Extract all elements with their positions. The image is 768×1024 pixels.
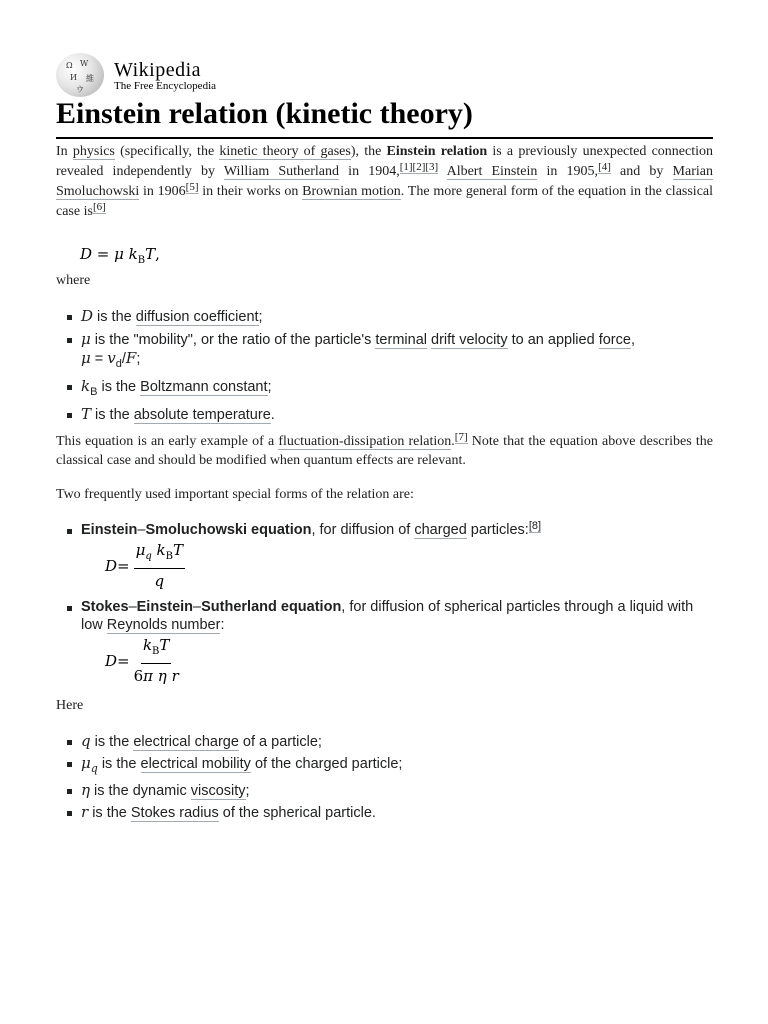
link-boltzmann-constant[interactable]: Boltzmann constant — [140, 378, 268, 395]
link-charged[interactable]: charged — [414, 521, 467, 538]
math-symbol: μ — [81, 330, 91, 348]
eq-symbol: T — [173, 541, 184, 560]
eq-subscript: B — [137, 255, 146, 266]
symbols-list — [56, 732, 713, 822]
text: and by — [610, 164, 673, 179]
numerator — [141, 636, 171, 664]
globe-glyph: 維 — [86, 74, 94, 83]
eq-symbol: D — [105, 651, 118, 670]
text: This equation is an early example of a — [56, 433, 279, 449]
eq-symbol: μ — [135, 541, 146, 560]
site-logo[interactable] — [56, 53, 216, 97]
list-item — [81, 598, 713, 686]
link-stokes-radius[interactable]: Stokes radius — [130, 804, 219, 821]
bold-term: Einstein — [81, 521, 138, 538]
text: of the charged particle; — [250, 755, 403, 772]
text: is a previously unexpected connection revealed independently by — [56, 144, 713, 179]
main-equation — [80, 242, 713, 266]
eq-symbol: η — [157, 667, 167, 686]
eq-symbol: D — [105, 556, 118, 575]
math-symbol: μ — [81, 349, 91, 367]
bold-term: Stokes — [81, 598, 129, 615]
text: in 1905, — [537, 164, 599, 179]
citation-link[interactable]: [8] — [528, 519, 542, 532]
list-item — [81, 519, 713, 591]
eq-symbol: T — [159, 636, 170, 655]
link-albert-einstein[interactable]: Albert Einstein — [446, 164, 538, 179]
einstein-smoluchowski-equation — [105, 541, 713, 591]
globe-glyph: Ω — [66, 61, 73, 70]
text: Note that the equation above describes the classical case and should be modified when quantum effects are relevant. — [56, 433, 713, 468]
eq-subscript: B — [152, 646, 160, 658]
globe-glyph: ウ — [76, 85, 84, 94]
math-symbol: F — [125, 349, 137, 367]
link-william-sutherland[interactable]: William Sutherland — [223, 164, 340, 179]
special-forms-intro: Two frequently used important special forms of the relation are: — [56, 486, 414, 502]
bold-term: Einstein — [136, 598, 194, 615]
link-diffusion-coefficient[interactable]: diffusion coefficient — [135, 309, 259, 325]
text: is the "mobility", or the ratio of the particle's — [90, 332, 376, 348]
text: is the — [91, 406, 134, 423]
citation-link[interactable]: [4] — [598, 161, 611, 173]
link-reynolds-number[interactable]: Reynolds number — [106, 616, 221, 633]
list-item — [81, 377, 713, 401]
citation — [598, 161, 611, 174]
link-electrical-charge[interactable]: electrical charge — [133, 733, 239, 750]
link-electrical-mobility[interactable]: electrical mobility — [140, 755, 251, 772]
text: ; — [258, 309, 263, 325]
citation-link[interactable]: [2] — [412, 161, 426, 173]
article-body — [56, 142, 713, 822]
text: of the spherical particle. — [218, 804, 376, 821]
text: is the — [90, 733, 134, 750]
text: . — [451, 433, 455, 449]
link-viscosity[interactable]: viscosity — [190, 782, 246, 799]
eq-symbol: r — [171, 667, 179, 686]
citation-link[interactable]: [5] — [185, 181, 199, 193]
text: ; — [136, 351, 141, 367]
eq-symbol: k — [142, 636, 153, 655]
text: , for diffusion of — [311, 521, 415, 538]
eq-symbol: μ — [114, 245, 124, 263]
list-item — [81, 732, 713, 751]
citation-link[interactable]: [7] — [454, 430, 468, 443]
text: in 1906 — [139, 184, 186, 199]
math-symbol: k — [81, 376, 91, 395]
text: : — [220, 616, 225, 633]
eq-operator: = — [117, 556, 130, 575]
link-terminal[interactable]: terminal — [375, 332, 427, 348]
wordmark — [114, 59, 216, 92]
text: / — [121, 351, 126, 367]
citation — [186, 181, 199, 194]
eq-symbol: D — [80, 245, 93, 263]
text: – — [128, 598, 137, 615]
site-tagline: The Free Encyclopedia — [114, 79, 217, 92]
eq-operator: = — [92, 245, 115, 263]
math-symbol: v — [107, 349, 116, 367]
citation-link[interactable]: [6] — [92, 201, 106, 213]
math-subscript: B — [90, 385, 98, 398]
site-name: Wikipedia — [114, 58, 201, 81]
text: In — [56, 144, 73, 159]
page-title: Einstein relation (kinetic theory) — [56, 94, 713, 139]
text: is the dynamic — [90, 782, 191, 799]
wikipedia-globe-icon — [56, 53, 104, 97]
math-symbol: r — [81, 802, 89, 821]
list-item — [81, 754, 713, 778]
list-item — [81, 307, 713, 326]
eq-operator: , — [155, 245, 160, 263]
eq-symbol: k — [128, 245, 138, 263]
citation — [425, 161, 438, 174]
citation — [455, 431, 468, 444]
citation — [93, 201, 106, 214]
denominator — [134, 664, 179, 685]
intro-paragraph — [56, 142, 713, 222]
text: is the — [97, 378, 141, 395]
text: – — [193, 598, 202, 615]
fluctuation-paragraph — [56, 432, 713, 470]
list-item — [81, 781, 713, 800]
link-force[interactable]: force — [598, 332, 631, 348]
text: is the — [88, 804, 131, 821]
link-brownian-motion[interactable]: Brownian motion — [302, 184, 401, 199]
link-marian-smoluchowski[interactable]: Marian Smoluchowski — [56, 164, 713, 199]
text: , for diffusion of spherical particles through a liquid with low — [81, 598, 694, 633]
link-drift-velocity[interactable]: drift velocity — [431, 332, 508, 348]
math-symbol: T — [81, 404, 92, 423]
text: is the — [97, 755, 141, 772]
math-symbol: q — [81, 731, 91, 750]
definitions-list — [56, 307, 713, 424]
fraction — [134, 636, 179, 685]
text: – — [137, 521, 146, 538]
stokes-einstein-sutherland-equation — [105, 636, 713, 686]
eq-operator: = — [117, 651, 130, 670]
special-forms-list — [56, 519, 713, 686]
eq-symbol: k — [156, 541, 166, 560]
text: is the — [93, 309, 136, 325]
list-item — [81, 803, 713, 822]
eq-symbol: π — [143, 667, 154, 686]
bold-term: Smoluchowski equation — [145, 521, 312, 538]
globe-glyph: И — [70, 73, 77, 82]
text: of a particle; — [238, 733, 322, 750]
numerator — [134, 541, 185, 569]
citation — [400, 161, 413, 174]
text: (specifically, the — [114, 144, 220, 159]
where-label: where — [56, 273, 91, 288]
eq-subscript: q — [145, 551, 152, 563]
globe-glyph: W — [80, 59, 89, 68]
text: . The more general form of the equation in the classical case is — [56, 184, 714, 219]
text: ; — [245, 782, 250, 799]
fraction — [134, 541, 185, 590]
math-subscript: q — [90, 761, 98, 775]
bold-term: Einstein relation — [386, 144, 488, 159]
link-fluctuation-dissipation[interactable]: fluctuation-dissipation relation — [278, 433, 452, 449]
eq-symbol: T — [145, 245, 156, 263]
text: in 1904, — [339, 164, 400, 179]
link-physics[interactable]: physics — [72, 144, 115, 159]
citation — [529, 520, 541, 533]
text: . — [270, 406, 275, 423]
citation-link[interactable]: [3] — [425, 161, 439, 173]
eq-subscript: B — [165, 551, 173, 563]
link-absolute-temperature[interactable]: absolute temperature — [133, 406, 271, 423]
text: , — [630, 332, 635, 348]
here-label: Here — [56, 697, 84, 713]
math-subscript: d — [115, 357, 122, 370]
math-symbol: η — [81, 780, 90, 799]
text: ; — [267, 378, 272, 395]
text: ), the — [350, 144, 387, 159]
text: particles: — [466, 521, 529, 538]
citation — [413, 161, 426, 174]
citation-link[interactable]: [1] — [399, 161, 413, 173]
math-symbol: D — [81, 307, 94, 325]
text: to an applied — [507, 332, 599, 348]
link-kinetic-theory[interactable]: kinetic theory of gases — [219, 144, 351, 159]
list-item — [81, 330, 713, 373]
eq-number: 6 — [133, 667, 144, 686]
list-item — [81, 405, 713, 424]
text: in their works on — [198, 184, 303, 199]
text — [438, 164, 446, 179]
bold-term: Sutherland equation — [201, 598, 342, 615]
math-symbol: μ — [81, 753, 91, 772]
denominator: q — [154, 572, 165, 591]
text: = — [90, 351, 108, 367]
